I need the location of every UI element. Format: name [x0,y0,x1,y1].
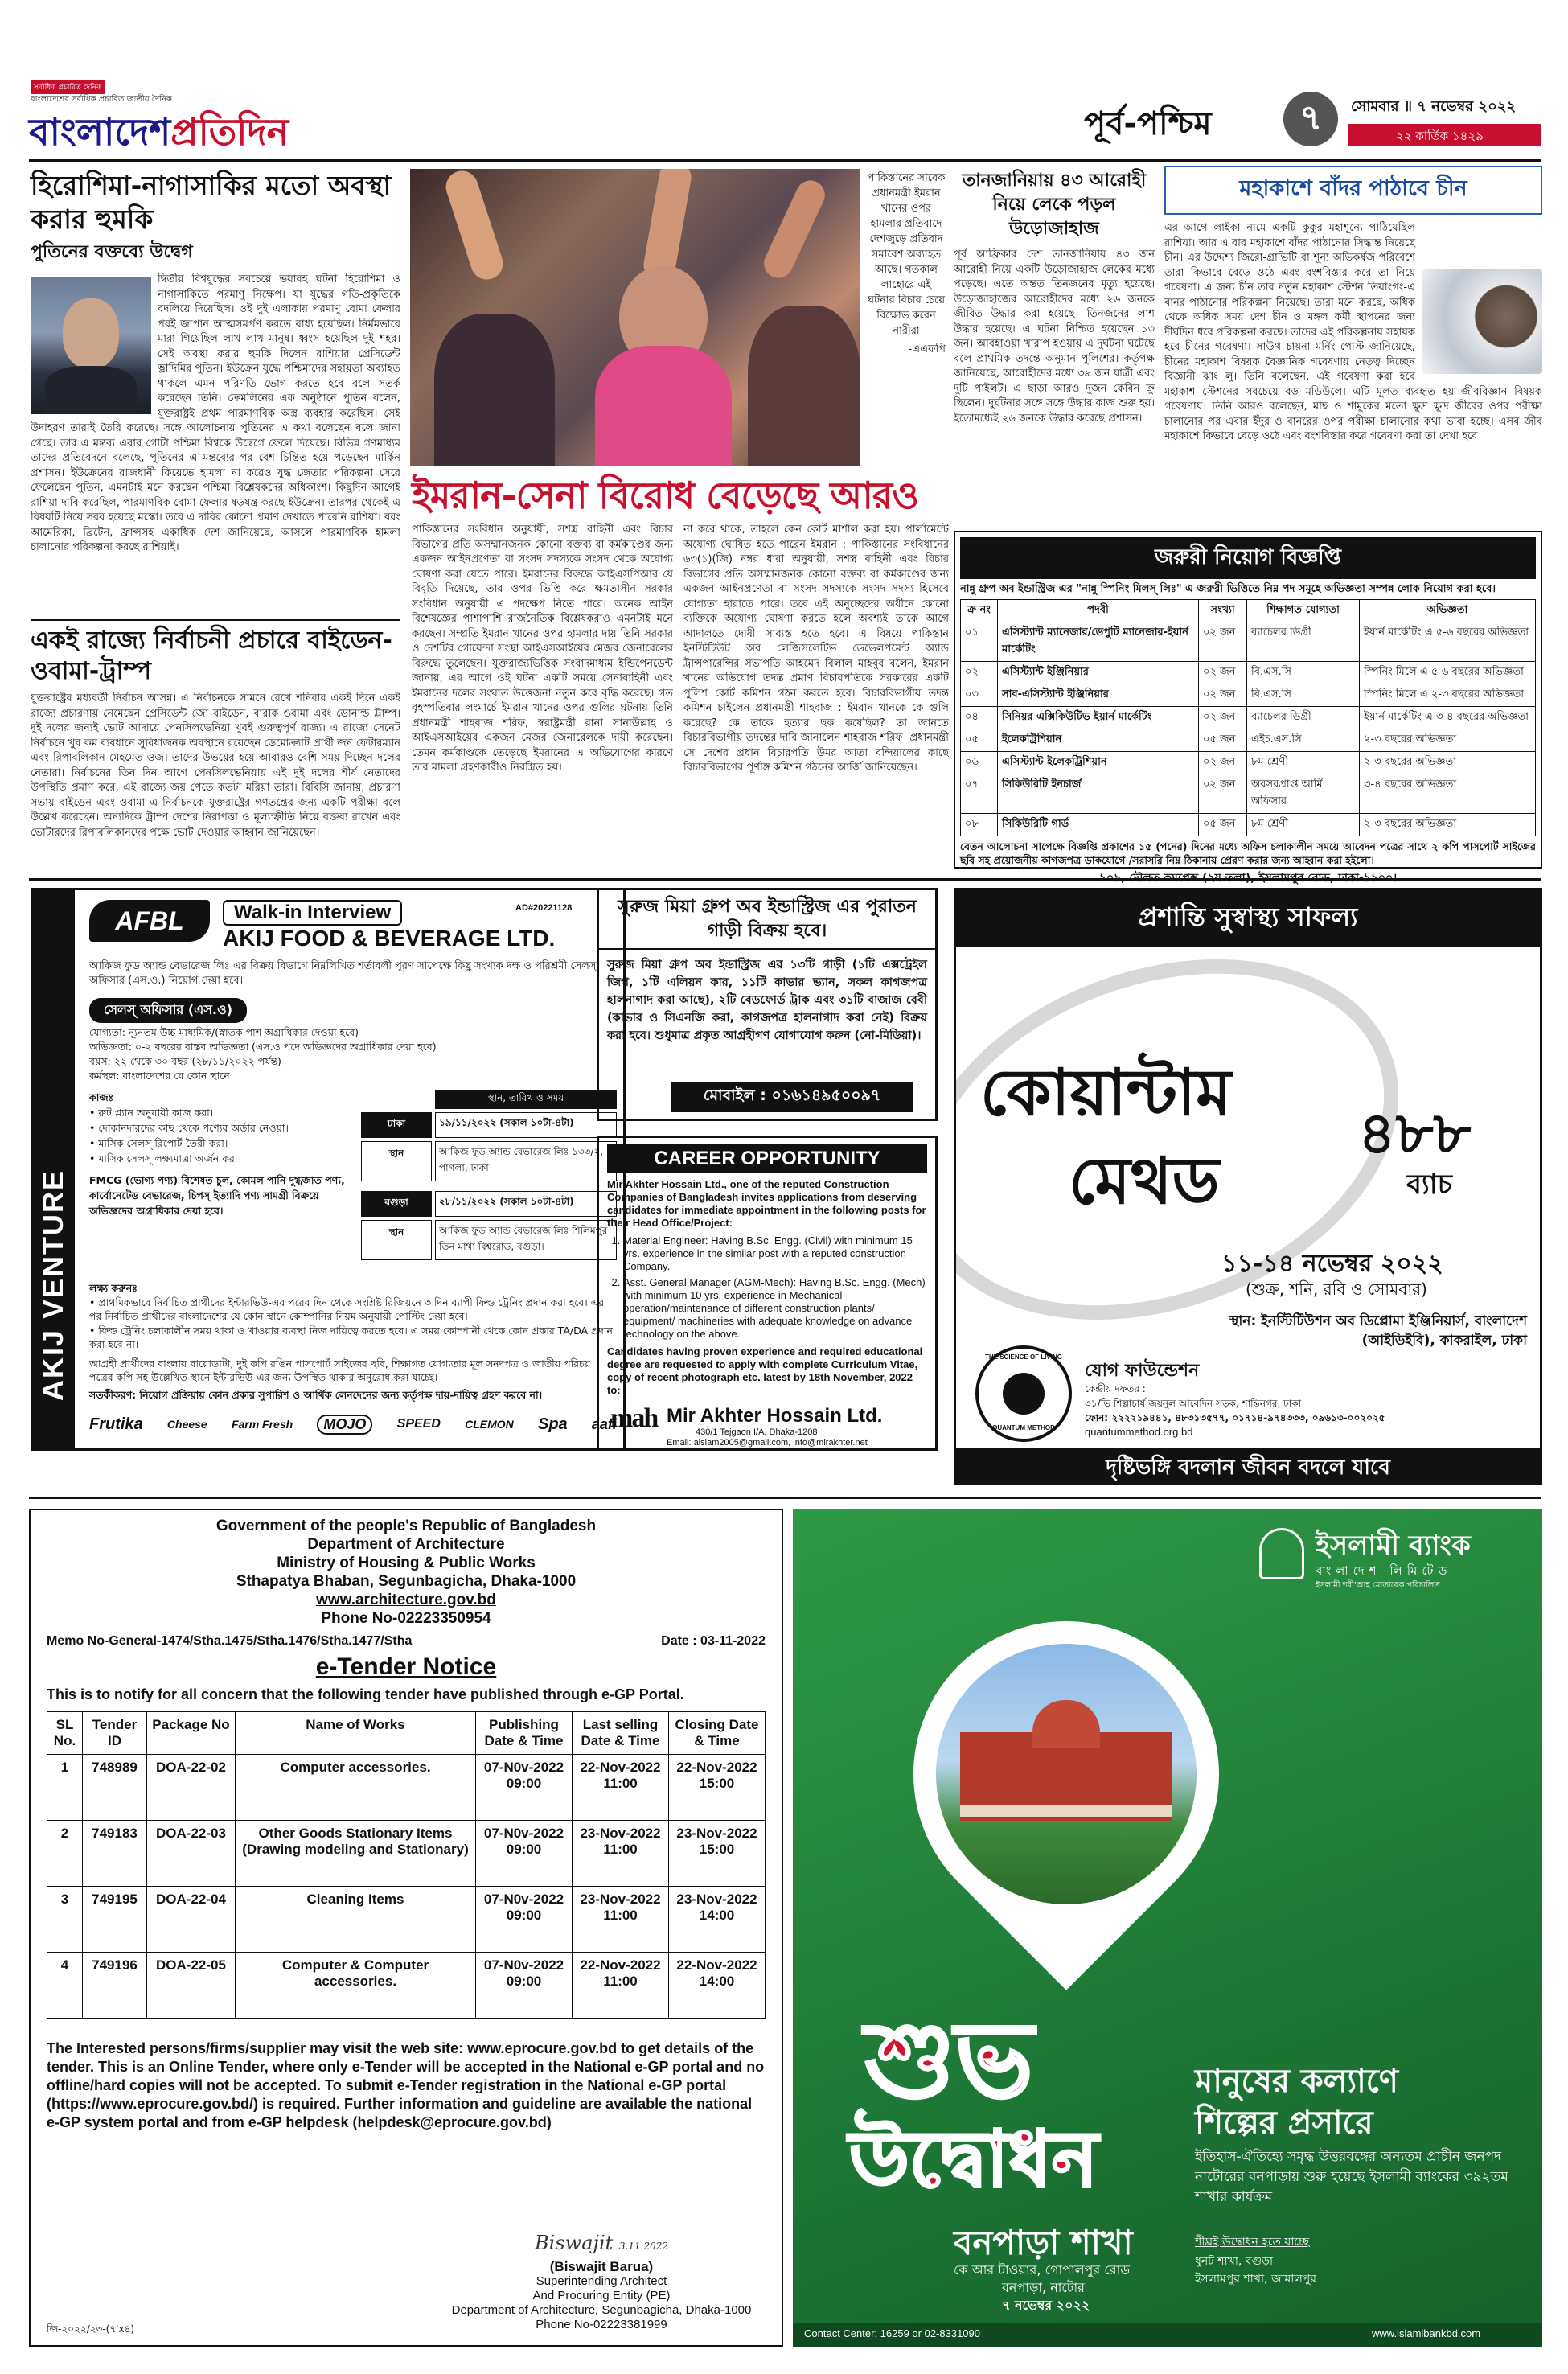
putin-subhead: পুতিনের বক্তব্যে উদ্বেগ [31,242,193,262]
cell: ২-৩ বছরের অভিজ্ঞতা [1360,814,1536,836]
election-story [31,619,400,869]
benefits-title: লক্ষ্য করুনঃ [89,1282,138,1294]
career-list [623,1234,927,1341]
cell: Cleaning Items [236,1887,476,1953]
career-intro: Mir Akhter Hossain Ltd., one of the reputed Construction Companies of Bangladesh invites applications from deserving candidates for immediate appointment in the following posts for their Head Office/Project: [607,1178,926,1229]
cell: স্পিনিং মিলে এ ৫-৬ বছরের অভিজ্ঞতা [1360,662,1536,684]
nannu-footer: বেতন আলোচনা সাপেক্ষে বিজ্ঞপ্তি প্রকাশের ১৫ (পনের) দিনের মধ্যে অফিস চলাকালীন সময়ে আবেদন পত্রের সাথে ২ কপি পাসপোর্ট সাইজের ছবি সহ প্রয়োজনীয় কাগজপত্র ডাকযোগে /সরাসরি নিম্ন ঠিকানায় প্রেরণ করার জন্য আহ্বান করা হইলো। [960,840,1536,866]
cell: Other Goods Stationary Items (Drawing modeling and Stationary) [236,1821,476,1887]
imran-protest-photo [410,169,860,466]
table-row [961,662,1536,684]
career-outro: Candidates having proven experience and required educational degree are requested to apply with complete Curriculum Vitae, copy of recent photograph etc. latest by 18th November, 2022 to: [607,1345,923,1396]
req-line: অভিজ্ঞতা: ০-২ বছরের বাস্তব অভিজ্ঞতা (এস.ও পদে অভিজ্ঞদের অগ্রাধিকার দেয়া হবে) [89,1041,437,1053]
cell: সাব-এসিস্ট্যান্ট ইঞ্জিনিয়ার [998,684,1199,707]
fmcg-note: FMCG (ভোগ্য পণ্য) বিশেষত চুল, কোমল পানি দুগ্ধজাত পণ্য, কার্বোনেটেড বেভারেজ, চিপস্ ইত্যাদি পণ্য সামগ্রী বিক্রয়ে অভিজ্ঞদের অগ্রাধিকার দেয়া হবে। [89,1174,345,1217]
shubho-text: শুভ [865,1998,1033,2121]
monkey-story [1164,166,1542,528]
cell: 23-Nov-2022 11:00 [573,1821,669,1887]
quantum-office: ৩১/ভি শিল্পাচার্য জয়নুল আবেদিন সড়ক, শান্তিনগর, ঢাকা [1085,1398,1302,1409]
signer-title: And Procuring Entity (PE) [532,2289,671,2302]
cell: সিনিয়র এক্সিকিউটিভ ইয়ার্ন মার্কেটিং [998,707,1199,729]
signature-text: Biswajit [535,2232,614,2254]
cell: ইয়ার্ন মার্কেটিং এ ৩-৪ বছরের অভিজ্ঞতা [1360,707,1536,729]
bangla-date: ২২ কার্তিক ১৪২৯ [1396,129,1484,143]
career-ad [597,1136,938,1451]
cell: ০৫ [961,729,998,752]
cell: 23-Nov-2022 15:00 [669,1821,766,1887]
ad-reference: জি-২০২২/২৩-(৭'x৪) [47,2323,135,2335]
cell: 07-N0v-2022 09:00 [476,1887,573,1953]
duties-title: কাজঃ [89,1091,114,1103]
walkin-label: Walk-in Interview [223,900,402,926]
ad-number: AD#20221128 [515,903,573,913]
cell: DOA-22-04 [147,1887,236,1953]
putin-story [31,169,400,619]
cell: ০৩ [961,684,998,707]
org-web: www.architecture.gov.bd [316,1592,496,1608]
seal-inner [1003,1373,1045,1415]
brand-logo: MOJO [317,1415,372,1435]
section-rule [29,1497,1541,1499]
header-cell: SL No. [47,1712,83,1755]
table-row [961,774,1536,814]
quantum-web: quantummethod.org.bd [1085,1426,1193,1438]
imran-body-col2: না করে থাকে, তাহলে কেন কোর্ট মার্শাল করা হয়। পার্লামেন্টে অযোগ্য ঘোষিত হতে পারেন ইমরান : পাকিস্তানের সংবিধানের ৬৩(১)(জি) নম্বর ধারা অনুযায়ী, সশস্ত্র বাহিনী এবং বিচার বিভাগের প্রতি অসম্মানজনক কোনো বক্তব্য বা কর্মকাণ্ডের জন্য একজন আইনপ্রণেতা বা সংসদ সদস্যকে সংসদ সদস্য হিসেবে যোগ্যতা হারাতে পারে। তবে এই অনুচ্ছেদের অধীনে কোনো ব্যক্তিকে অযোগ্য ঘোষণা করতে হলে অবশ্যই তাকে আগে আদালতে দোষী সাব্যস্ত হতে হবে। এ বিষয়ে পাকিস্তান ইনস্টিটিউট অব লেজিসলেটিভ ডেভেলপমেন্ট অ্যান্ড ট্রান্সপারেন্সির সভাপতি আহমেদ বিলাল মাহবুব বলেন, ইমরান খানের অভিযোগ তদন্ত প্রমাণ বিচারপতিকে সরকারের একটি পুলিশ কোর্ট কমিশন গঠন করতে হবে। বিচারবিভাগীয় তদন্ত কমিশন চাইলেন প্রধানমন্ত্রী শাহবাজ : ইমরান খানকে কে গুলি করেছে? কে তাকে হত্যার ছক কষেছিল? তা জানতে বিচারবিভাগীয় তদন্তের দাবি জানালেন শাহবাজ শরিফ। প্রধানমন্ত্রী সে দেশের প্রধান বিচারপতি উমর আতা বন্দিয়ালের কাছে বিচারবিভাগের পূর্ণাঙ্গ কমিশন গঠনের আর্জি জানিয়েছেন। [683,524,949,774]
akij-side-text: AKIJ VENTURE [36,1169,69,1402]
quantum-header-bar [956,890,1540,947]
cell: এসিস্ট্যান্ট ম্যানেজার/ডেপুটি ম্যানেজার-ইয়ার্ন মার্কেটিং [998,622,1199,662]
date-line: সোমবার ॥ ৭ নভেম্বর ২০২২ [1351,98,1517,115]
suruj-body: সুরুজ মিয়া গ্রুপ অব ইন্ডাস্ট্রিজ এর ১৩টি গাড়ী (১টি এক্সট্রেইল জিপ, ১টি এলিয়ন কার, ১১টি কাভার ভ্যান, সকল কাগজপত্র হালনাগাদ করা আছে), ২টি বেডফোর্ড ট্রাক এবং ৩১টি বাজাজ বেবী (কাভার ও সিএনজি করা, কাগজপত্র হালনাগাদ করা নেই) বিক্রয় করা হবে। শুধুমাত্র প্রকৃত আগ্রহীগণ যোগাযোগ করুন (নো-মিডিয়া)। [607,959,927,1042]
upcoming-branch: ইসলামপুর শাখা, জামালপুর [1195,2273,1317,2286]
table-row [47,1821,766,1887]
batch-word: ব্যাচ [1406,1169,1452,1201]
logo-small-badge: সর্বাধিক প্রচারিত দৈনিক [31,80,105,94]
brand-logo: Frutika [89,1415,143,1433]
branch-address-2: বনপাড়া, নাটোর [1002,2280,1085,2295]
list-item: • রুট প্ল্যান অনুযায়ী কাজ করা। [89,1107,214,1119]
cell: ৩-৪ বছরের অভিজ্ঞতা [1360,774,1536,814]
bogura-label: বগুড়া [361,1191,432,1217]
memo-line [47,1634,766,1649]
venue-header: স্থান, তারিখ ও সময় [435,1090,617,1109]
tender-intro: This is to notify for all concern that the following tender have published through e-GP Portal. [47,1686,684,1702]
cell: ব্যাচেলর ডিগ্রী [1247,707,1360,729]
dhaka-place: আকিজ ফুড অ্যান্ড বেভারেজ লিঃ ১৩৩/২, পাগলা, ঢাকা। [435,1141,617,1181]
cell: বি.এস.সি [1247,662,1360,684]
suruj-title: সুরুজ মিয়া গ্রুপ অব ইন্ডাস্ট্রিজ এর পুরাতন গাড়ী বিক্রয় হবে। [599,890,935,950]
election-headline: একই রাজ্যে নির্বাচনী প্রচারে বাইডেন-ওবামা-ট্রাম্প [31,626,392,685]
header-cell: Closing Date & Time [669,1712,766,1755]
cell: ০৪ [961,707,998,729]
akij-logo: AFBL [89,900,210,942]
brand-strip [89,1408,617,1440]
quantum-dates: ১১-১৪ নভেম্বর ২০২২ [1221,1250,1443,1278]
contact-center: Contact Center: 16259 or 02-8331090 [804,2327,980,2339]
dhaka-place-label: স্থান [361,1141,432,1181]
brand-logo: CLEMON [465,1418,514,1431]
nannu-title-bar [960,537,1536,579]
table-row [961,752,1536,774]
dhaka-date: ১৯/১১/২০২২ (সকাল ১০টা-৪টা) [435,1112,617,1138]
signer-dept: Department of Architecture, Segunbagicha, Dhaka-1000 [451,2303,752,2317]
table-row [961,707,1536,729]
cell: ০৭ [961,774,998,814]
cell: Computer & Computer accessories. [236,1953,476,2019]
table-row [961,622,1536,662]
tanzania-body: পূর্ব আফ্রিকার দেশ তানজানিয়ায় ৪৩ জন আরোহী নিয়ে একটি উড়োজাহাজ লেকের মধ্যে পড়েছে। এতে অন্তত তিনজনের মৃত্যু হয়েছে। উড়োজাহাজের আরোহীদের মধ্যে ২৬ জনকে জীবিত উদ্ধার করা হয়েছে। তিনজনের লাশ উদ্ধার হয়েছে। এ ঘটনা নিশ্চিত হয়েছেন ১৩ জন। আবহাওয়া খারাপ হওয়ায় এ দুর্ঘটনা ঘটেছে বলে প্রাথমিক তদন্তে অনুমান পুলিশের। কর্তৃপক্ষ জানিয়েছে, আরোহীদের মধ্যে ৩৯ জন যাত্রী এবং দুটি পাইলট। এ ছাড়া আরও দুজন কেবিন ক্রু ছিলেন। দুর্ঘটনার সঙ্গে সঙ্গে উদ্ধার কাজ শুরু হয়। ইতোমধ্যেই ২৬ জনকে উদ্ধার করেছে প্রশাসন। [954,248,1155,425]
career-title: CAREER OPPORTUNITY [607,1144,927,1173]
org-line: Department of Architecture [307,1536,505,1553]
header-cell: অভিজ্ঞতা [1360,600,1536,622]
masthead [29,79,1541,162]
suruj-vehicle-sale-ad [597,888,938,1121]
seal-top-text: THE SCIENCE OF LIVING [984,1353,1062,1361]
list-item: 2. Asst. General Manager (AGM-Mech): Having B.Sc. Engg. (Mech) with minimum 10 yrs. experience in Mechanical operation/maintenance of different construction plants/ equipment/ machineries with adequate knowledge on advance technology on the above. [623,1276,927,1341]
table-row [961,814,1536,836]
header-cell: সংখ্যা [1199,600,1247,622]
cell: স্পিনিং মিলে এ ২-৩ বছরের অভিজ্ঞতা [1360,684,1536,707]
photo-credit: -এএফপি [908,343,946,355]
cell: 22-Nov-2022 14:00 [669,1953,766,2019]
cell: ২-৩ বছরের অভিজ্ঞতা [1360,729,1536,752]
nannu-table [960,599,1536,836]
cell: ইয়ার্ন মার্কেটিং এ ৫-৬ বছরের অভিজ্ঞতা [1360,622,1536,662]
tender-title: e-Tender Notice [315,1653,497,1680]
monkey-photo [1422,269,1542,374]
cell: ০২ জন [1199,707,1247,729]
bank-description: ইতিহাস-ঐতিহ্যে সমৃদ্ধ উত্তরবঙ্গের অন্যতম প্রাচীন জনপদ নাটোরের বনপাড়ায় শুরু হয়েছে ইসলামী ব্যাংকের ৩৯২তম শাখার কার্যক্রম [1195,2149,1508,2205]
branch-address-1: কে আর টাওয়ার, গোপালপুর রোড [954,2262,1130,2277]
quantum-footer: দৃষ্টিভঙ্গি বদলান জীবন বদলে যাবে [1106,1456,1390,1480]
imran-headline: ইমরান-সেনা বিরোধ বেড়েছে আরও [412,474,918,517]
cell: DOA-22-03 [147,1821,236,1887]
memo-number: Memo No-General-1474/Stha.1475/Stha.1476/Stha.1477/Stha [47,1634,413,1648]
brand-logo: Farm Fresh [231,1418,293,1431]
header-cell: ক্র নং [961,600,998,622]
org-phone: Phone No-02223350954 [321,1610,491,1627]
pin-tail [1058,1927,1071,1959]
quantum-method-ad [954,888,1542,1451]
branch-name: বনপাড়া শাখা [954,2223,1133,2262]
slogan-2: শিল্পের প্রসারে [1195,2105,1373,2142]
signer-phone: Phone No-02223381999 [536,2318,667,2331]
memo-date: Date : 03-11-2022 [661,1634,766,1648]
quantum-footer-bar [954,1451,1542,1485]
venue-table [361,1090,617,1260]
cell: 3 [47,1887,83,1953]
cell: ০২ জন [1199,774,1247,814]
quantum-phone: ফোন: ২২২২১৯৪৪১, ৪৮৩১৩৫৭৭, ০১৭১৪-৯৭৪৩৩৩, ০৯৬১৩-০০২০২৫ [1085,1412,1385,1423]
putin-body: দ্বিতীয় বিশ্বযুদ্ধের সবচেয়ে ভয়াবহ ঘটনা হিরোশিমা ও নাগাসাকিতে পরমাণু নিক্ষেপ। যা যুদ্ধের গতি-প্রকৃতিকে বদলিয়ে দিয়েছিল। ওই দুই এলাকায় পরমাণু বোমা ফেলার পরই জাপান আত্মসমর্পণ করতে বাধ্য হয়েছিল। নির্মমভাবে মারা গিয়েছিল লাখ লাখ মানুষ। ধ্বংস হয়েছিল দুই শহর। সেই অবস্থা করার হুমকি দিলেন রাশিয়ার প্রেসিডেন্ট ভ্লাদিমির পুতিন। ইউক্রেন যুদ্ধে পশ্চিমাদের সহায়তা অব্যাহত থাকলে এমন পরিণতি ভোগ করতে হবে বলে সতর্ক করেছেন তিনি। ক্রেমলিনের এক অনুষ্ঠানে পুতিন বলেন, যুক্তরাষ্ট্রই প্রথম পারমাণবিক অস্ত্র ব্যবহার করেছিল। সেই উদাহরণ তারাই তৈরি করেছে। সঙ্গে আলোচনায় পুতিনের এ কথা বলেছেন বলে জানা গেছে। তার এ মন্তব্য এবার গোটা পশ্চিমা বিশ্বকে উদ্বেগে ফেলে দিয়েছে। বিভিন্ন গণমাধ্যম তাদের প্রতিবেদনে বলেছে, পুতিনের এ মন্তব্যের পর বেশ চিন্তিত হয়ে পড়েছেন মার্কিন প্রশাসন। ইউক্রেনের রাজধানী কিয়েভে হামলা না করেও যুদ্ধ জেতার পরিকল্পনা সেরে ফেলেছেন পুতিন, এমনটাই মনে করছেন পশ্চিমা বিশ্লেষকদের অধিকাংশ। কিছুদিন আগেই রাশিয়া দাবি করেছিল, পারমাণবিক বোমা ফেলার ষড়যন্ত্র করছে ইউক্রেন। তারপর থেকেই এ বিষয়টি নিয়ে সরব হয়েছে মস্কো। তবে এ দাবির কোনো প্রমাণ দেখাতে পারেনি রাশিয়া। বরং আমেরিকা, ব্রিটেন, ফ্রান্সসহ একাধিক দেশ জানিয়েছে, আসলে পারমাণবিক হামলা চালানোর পরিকল্পনা করছে রাশিয়াই। [31,273,400,553]
table-row [961,684,1536,707]
tender-table [47,1711,766,2019]
branch-date: ৭ নভেম্বর ২০২২ [1002,2298,1090,2313]
cell: 22-Nov-2022 15:00 [669,1755,766,1821]
position-badge: সেলস্ অফিসার (এস.ও) [89,998,247,1023]
cell: ২-৩ বছরের অভিজ্ঞতা [1360,752,1536,774]
brand-logo: aafi [591,1415,617,1432]
req-line: কর্মস্থল: বাংলাদেশের যে কোন স্থানে [89,1070,230,1082]
cell: DOA-22-05 [147,1953,236,2019]
akij-benefits [89,1281,617,1402]
akij-intro: আকিজ ফুড অ্যান্ড বেভারেজ লিঃ এর বিক্রয় বিভাগে নিম্নলিখিত শর্তাবলী পূরণ সাপেক্ষে কিছু সংখ্যক দক্ষ ও পরিশ্রমী সেলস্ অফিসার (এস.ও.) নিয়োগ দেয়া হবে। [89,960,597,987]
cell: 07-N0v-2022 09:00 [476,1821,573,1887]
cell: DOA-22-02 [147,1755,236,1821]
cell: 749195 [83,1887,147,1953]
quantum-days: (শুক্র, শনি, রবি ও সোমবার) [1246,1279,1427,1299]
akij-requirements [89,1025,612,1083]
nannu-rows [961,622,1536,836]
caption-text: পাকিস্তানের সাবেক প্রধানমন্ত্রী ইমরান খানের ওপর হামলার প্রতিবাদে দেশজুড়ে প্রতিবাদ সমাবেশ অব্যাহত আছে। গতকাল লাহোরে এই ঘটনার বিচার চেয়ে বিক্ষোভ করেন নারীরা [867,172,946,337]
quantum-seal [975,1345,1072,1442]
header-cell: Last selling Date & Time [573,1712,669,1755]
logo-tagline: বাংলাদেশের সর্বাধিক প্রচারিত জাতীয় দৈনিক [31,95,172,104]
putin-headline: হিরোশিমা-নাগাসাকির মতো অবস্থা করার হুমকি [31,170,392,235]
cell: ০২ জন [1199,684,1247,707]
brand-logo: Spa [538,1415,568,1433]
imran-body-col1: পাকিস্তানের সংবিধান অনুযায়ী, সশস্ত্র বাহিনী এবং বিচার বিভাগের প্রতি অসম্মানজনক কোনো বক্তব্য বা কর্মকাণ্ডের জন্য একজন আইনপ্রণেতা বা সংসদ সদস্যকে সংসদ থেকে অযোগ্য ঘোষণা করা যেতে পারে। ইমরানের বিরুদ্ধে আইএসপিআর যে বিবৃতি দিয়েছে, তার ওপর ভিত্তি করে ক্ষমতাসীন সরকার সংবিধান অনুযায়ী এ পদক্ষেপ নিতে পারে। অনেক আইন বিশেষজ্ঞের পাশাপাশি রাজনৈতিক বিশ্লেষকরাও এমনটাই মনে করছেন। সম্প্রতি ইমরান খানের ওপর হামলার দায় তিনি সরকার ও দেশটির গোয়েন্দা সংস্থা আইএসআইয়ের মেজর জেনারেলের বিরুদ্ধে তুলেছেন। যুক্তরাজ্যভিত্তিক সংবাদমাধ্যম ইন্ডিপেনডেন্ট জানায়, এর আগে ওই ঘটনা একটি সময়ে সেনাবাহিনী এবং ইমরানের দলের সংঘাত উত্তেজনা নতুন করে বৃদ্ধি করেছে। গত বৃহস্পতিবার লংমার্চে ইমরান খানের ওপর গুলির ঘটনায় তিনি প্রধানমন্ত্রী শাহবাজ শরিফ, স্বরাষ্ট্রমন্ত্রী রানা সানাউল্লাহ ও আইএসআইয়ের একজন মেজর জেনারেলকে দায়ী করেছেন। তেমন কর্মকাণ্ডকে তেড়েছে ইমরানের এ অভিযোগের কারণে তার মামলা গ্রহণকারীও নিরস্ত্রিত হয়। [412,524,673,774]
quantum-office-label: কেন্দ্রীয় দফতর : [1085,1383,1146,1394]
cell: ৮ম শ্রেণী [1247,752,1360,774]
list-item: • মাসিক সেলস্ রিপোর্ট তৈরী করা। [89,1137,228,1149]
cell: সিকিউরিটি ইনচার্জ [998,774,1199,814]
cell: ০১ [961,622,998,662]
cell: ০৫ জন [1199,814,1247,836]
table-row [47,1887,766,1953]
header-cell: শিক্ষাগত যোগ্যতা [1247,600,1360,622]
cell: এইচ.এস.সি [1247,729,1360,752]
list-item: • মাসিক সেলস্ লক্ষ্যমাত্রা অর্জন করা। [89,1152,241,1164]
bank-name: ইসলামী ব্যাংক [1316,1530,1471,1562]
cell: ০৫ জন [1199,729,1247,752]
tanzania-story [954,169,1155,523]
election-body: যুক্তরাষ্ট্রের মধ্যবর্তী নির্বাচন আসন্ন। এ নির্বাচনকে সামনে রেখে শনিবার একই দিনে একই রাজ্যে প্রচারণায় নেমেছেন প্রেসিডেন্ট জো বাইডেন, বারাক ওবামা এবং ডোনাল্ড ট্রাম্প। দুই দলের জন্যই ভোট আদায়ে পেনসিলভেনিয়া খুবই গুরুত্বপূর্ণ রাজ্য। এ রাজ্যে সেনেট নির্বাচনে খুব কম ব্যবধানে সুবিধাজনক অবস্থানে রয়েছেন ডেমোক্র্যাট প্রার্থী জন ফেটারম্যান এবং রিপাবলিকান মেহমেত ওজ। তাদের উভয়ের হয়ে আবারও বেশি সময় দিচ্ছেন দলের নেতারা। নির্বাচনের তিন দিন আগে পেনসিলভেনিয়ায় এই দুই দলের শীর্ষ নেতাদের উপস্থিতি প্রমাণ করে, এই রাজ্যে জয় পেতে কতটা মরিয়া তারা। বিবিসি জানায়, প্রচারণা সভায় বাইডেন এবং ওবামা এ নির্বাচনকে যুক্তরাষ্ট্রের গণতন্ত্রের জন্য একটি পরীক্ষা বলে উল্লেখ করেছেন। অন্যদিকে ট্রাম্প দেশের নিরাপত্তা ও মূল্যস্ফীতি নিয়ে বক্তব্য রাখেন এবং ভোটারদের রিপাবলিকানদের পক্ষে ভোট দেওয়ার আহ্বান জানিয়েছেন। [31,692,400,839]
warning-text: সতর্কীকরণ: নিয়োগ প্রক্রিয়ায় কোন প্রকার সুপারিশ ও আর্থিক লেনদেনের জন্য কর্তৃপক্ষ দায়-দায়িত্ব গ্রহণ করবে না। [89,1388,543,1401]
header-cell: Package No [147,1712,236,1755]
bogura-date: ২৮/১১/২০২২ (সকাল ১০টা-৪টা) [435,1191,617,1217]
cell: ০২ জন [1199,752,1247,774]
table-header-row [961,600,1536,622]
req-line: যোগ্যতা: ন্যূনতম উচ্চ মাধ্যমিক/(স্নাতক পাশ অগ্রাধিকার দেওয়া হবে) [89,1026,359,1038]
islami-bank-ad [793,1509,1542,2347]
cell: ৮ম শ্রেণী [1247,814,1360,836]
bogura-place-label: স্থান [361,1220,432,1260]
akij-company: AKIJ FOOD & BEVERAGE LTD. [223,926,556,951]
cell: ব্যাচেলর ডিগ্রী [1247,622,1360,662]
section-title: পূর্ব-পশ্চিম [1084,105,1212,142]
seal-bottom-text: QUANTUM METHOD [992,1424,1055,1431]
req-line: বয়স: ২২ থেকে ৩০ বছর (২৮/১১/২০২২ পর্যন্ত) [89,1055,281,1067]
quantum-title-2: মেথড [1069,1144,1220,1218]
org-line: Ministry of Housing & Public Works [277,1555,536,1571]
cell: 1 [47,1755,83,1821]
akij-duties [89,1090,355,1218]
cell: 748989 [83,1755,147,1821]
masthead-rule [29,159,1541,162]
cell: 22-Nov-2022 11:00 [573,1953,669,2019]
suruj-mobile: মোবাইল : ০১৬১৪৯৫০০৯৭ [671,1082,913,1112]
header-cell: পদবী [998,600,1199,622]
page-number: ৭ [1283,92,1338,146]
cell: 23-Nov-2022 14:00 [669,1887,766,1953]
quantum-venue: স্থান: ইনস্টিটিউশন অব ডিপ্লোমা ইঞ্জিনিয়ার্স, বাংলাদেশ (আইডিইবি), কাকরাইল, ঢাকা [1229,1313,1527,1349]
upcoming-branch: ধুনট শাখা, বগুড়া [1195,2255,1274,2268]
slogan-1: মানুষের কল্যাণে [1195,2063,1398,2100]
table-row [47,1953,766,2019]
logo [29,79,302,159]
logo-part2: প্রতিদিন [170,110,289,154]
building-photo [936,1644,1197,1904]
nannu-intro: নান্নু গ্রুপ অব ইন্ডাস্ট্রিজ এর "নান্নু স্পিনিং মিলস্ লিঃ" এ জরুরী ভিত্তিতে নিম্ন পদ সমূহে অভিজ্ঞতা সম্পন্ন লোক নিয়োগ করা হবে। [960,583,1496,595]
bank-tagline: ইসলামী শরী'আহ মোতাবেক পরিচালিত [1316,1581,1440,1590]
header-cell: Tender ID [83,1712,147,1755]
brand-logo: SPEED [396,1417,441,1431]
quantum-org: যোগ ফাউন্ডেশন [1085,1361,1200,1381]
apply-text: আগ্রহী প্রার্থীদের বাংলায় বায়োডাটা, দুই কপি রঙিন পাসপোর্ট সাইজের ছবি, শিক্ষাগত যোগ্যতার মূল সনদপত্র ও জাতীয় পরিচয় পত্রের কপি সহ উল্লেখিত স্থানে ইন্টারভিউ-এর জন্য উপস্থিত থাকার অনুরোধ করা যাচ্ছে। [89,1357,591,1383]
cell: 4 [47,1953,83,2019]
career-address: 430/1 Tejgaon I/A, Dhaka-1208 [696,1427,818,1437]
signature [433,2232,770,2260]
batch-number: ৪৮৮ [1358,1099,1472,1167]
cell: ০৮ [961,814,998,836]
cell: সিকিউরিটি গার্ড [998,814,1199,836]
quantum-header: প্রশান্তি সুস্বাস্থ্য সাফল্য [1138,902,1358,932]
monkey-headline: মহাকাশে বাঁদর পাঠাবে চীন [1239,176,1467,201]
putin-photo [31,277,151,414]
udbodhon-text: উদ্বোধন [849,2114,1098,2204]
table-row [961,729,1536,752]
cell: Computer accessories. [236,1755,476,1821]
header-cell: Name of Works [236,1712,476,1755]
cell: এসিস্ট্যান্ট ইলেকট্রিশিয়ান [998,752,1199,774]
header-cell: Publishing Date & Time [476,1712,573,1755]
cell: ইলেকট্রিশিয়ান [998,729,1199,752]
list-item: • প্রাথমিকভাবে নির্বাচিত প্রার্থীদের ইন্টারভিউ-এর পরের দিন থেকে সংশ্লিষ্ট রিজিয়নে ৩ দিন ব্যাপী ফিল্ড ট্রেনিং প্রদান করা হবে। এর পর নির্বাচিত প্রার্থীদের বাংলাদেশের যে কোন স্থানে কোম্পানির নিয়ম অনুযায়ী পোস্টিং দেয়া হবে। [89,1296,605,1322]
signature-date: 3.11.2022 [618,2241,668,2252]
cell: এসিস্ট্যান্ট ইঞ্জিনিয়ার [998,662,1199,684]
tender-org [47,1517,766,1628]
cell: 749183 [83,1821,147,1887]
section-rule [29,878,1541,881]
cell: 749196 [83,1953,147,2019]
cell: ০২ জন [1199,622,1247,662]
monkey-headline-box [1164,166,1542,215]
signer-name: (Biswajit Barua) [549,2259,654,2274]
story-rule [31,619,400,621]
nannu-title: জরুরী নিয়োগ বিজ্ঞপ্তি [1155,545,1341,569]
table-header-row [47,1712,766,1755]
akij-job-ad [31,888,626,1451]
dhaka-label: ঢাকা [361,1112,432,1138]
cell: ০২ জন [1199,662,1247,684]
cell: অবসরপ্রাপ্ত আর্মি অফিসার [1247,774,1360,814]
tanzania-headline: তানজানিয়ায় ৪৩ আরোহী নিয়ে লেকে পড়ল উড়োজাহাজ [962,170,1147,239]
signature-block [433,2232,770,2332]
bank-website: www.islamibankbd.com [1372,2327,1481,2339]
bank-logo-emblem [1259,1528,1304,1579]
nannu-job-ad [954,531,1542,869]
list-item: • ফিল্ড ট্রেনিং চলাকালীন সময় থাকা ও খাওয়ার ব্যবস্থা নিজ দায়িত্বে করতে হবে। এ সময় কোম্পানী থেকে কোন প্রকার TA/DA প্রদান করা হবে না। [89,1324,614,1350]
career-email: Email: aislam2005@gmail.com, info@mirakhter.net [667,1438,868,1448]
imran-side-caption [867,170,946,468]
cell: 22-Nov-2022 11:00 [573,1755,669,1821]
career-logo: mah [610,1403,658,1433]
cell: 07-N0v-2022 09:00 [476,1755,573,1821]
org-line: Sthapatya Bhaban, Segunbagicha, Dhaka-1000 [236,1573,577,1590]
cell: 2 [47,1821,83,1887]
table-row [47,1755,766,1821]
org-line: Government of the people's Republic of Bangladesh [215,1518,597,1534]
cell: বি.এস.সি [1247,684,1360,707]
monkey-body: এর আগে লাইকা নামে একটি কুকুর মহাশূন্যে পাঠিয়েছিল রাশিয়া। আর এ বার মহাকাশে বাঁদর পাঠানোর সিদ্ধান্ত নিয়েছে চীন। এর উদ্দেশ্য জিরো-গ্রাভিটি বা শূন্য অভিকর্ষজ পরিবেশে তারা কিভাবে বেড়ে ওঠে এবং বংশবিস্তার করে তা নিয়ে গবেষণা। এ জন্য চীন তার নতুন মহাকাশ স্টেশন তিয়াংগং-এ বানর পাঠানোর পরিকল্পনা নিয়েছে। তারা মনে করছে, অধিক থেকে অধিক সময় দেশ চীন ও মঙ্গল কর্মী স্থাপনের জন্য দীর্ঘদিন ধরে পরিকল্পনা করছে। তাদের এই পরিকল্পনায় সহায়ক হবে চীনের গবেষণা। সাউথ চায়না মর্নিং পোস্ট জানিয়েছে, চীনের মহাকাশ বিষয়ক বৈজ্ঞানিক গবেষণায় নেতৃত্ব দিচ্ছেন বিজ্ঞানী ঝাং লু। তিনি বলেছেন, এই গবেষণা করা হবে মহাকাশ স্টেশনের সবচেয়ে বড় মডিউলে। এটি মূলত ব্যবহৃত হয় জীববিজ্ঞান বিষয়ক গবেষণায়। তিনি আরও বলেছেন, মাছ ও শামুকের মতো ক্ষুদ্র ক্ষুদ্র জীবের ওপর পরীক্ষা চালানোর পর এবার ইঁদুর ও বানরের ওপর পরীক্ষা চালানোর কথা ভাবা হচ্ছে। এসব জীব মহাকাশে কিভাবে বেড়ে ওঠে এবং বংশবিস্তার করে গবেষণা করা তা দেখা হবে। [1164,222,1542,442]
cell: ০৬ [961,752,998,774]
logo-part1: বাংলাদেশ [29,110,171,154]
signer-title: Superintending Architect [536,2274,667,2288]
tender-footer-text: The Interested persons/firms/supplier may visit the web site: www.eprocure.gov.bd to get details of the tender. This is an Online Tender, where only e-Tender will be accepted in the National e-GP portal and no offline/hard copies will not be accepted. To submit e-Tender registration in the National e-GP portal (https://www.eprocure.gov.bd/) is required. Further information and guideline are available the national e-GP system portal and from e-GP helpdesk (helpdesk@eprocure.gov.bd) [47,2040,765,2130]
bogura-place: আকিজ ফুড অ্যান্ড বেভারেজ লিঃ শিলিমপুর তিন মাথা বিশ্বরোড, বগুড়া। [435,1220,617,1260]
logo-wordmark [29,105,289,166]
brand-logo: Cheese [166,1418,207,1431]
list-item: • দোকানদারদের কাছ থেকে পণ্যের অর্ডার নেওয়া। [89,1122,289,1134]
e-tender-notice [29,1509,783,2347]
upcoming-title: শীঘ্রই উদ্বোধন হতে যাচ্ছে [1195,2236,1310,2249]
quantum-title-1: কোয়ান্টাম [980,1055,1232,1130]
cell: 23-Nov-2022 11:00 [573,1887,669,1953]
career-company: Mir Akhter Hossain Ltd. [667,1405,883,1427]
bank-subname: বাংলাদেশ লিমিটেড [1316,1563,1452,1578]
list-item: 1. Material Engineer: Having B.Sc. Engg. (Civil) with minimum 15 yrs. experience in the similar post with a reputed construction Company. [623,1234,927,1273]
cell: 07-N0v-2022 09:00 [476,1953,573,2019]
cell: ০২ [961,662,998,684]
